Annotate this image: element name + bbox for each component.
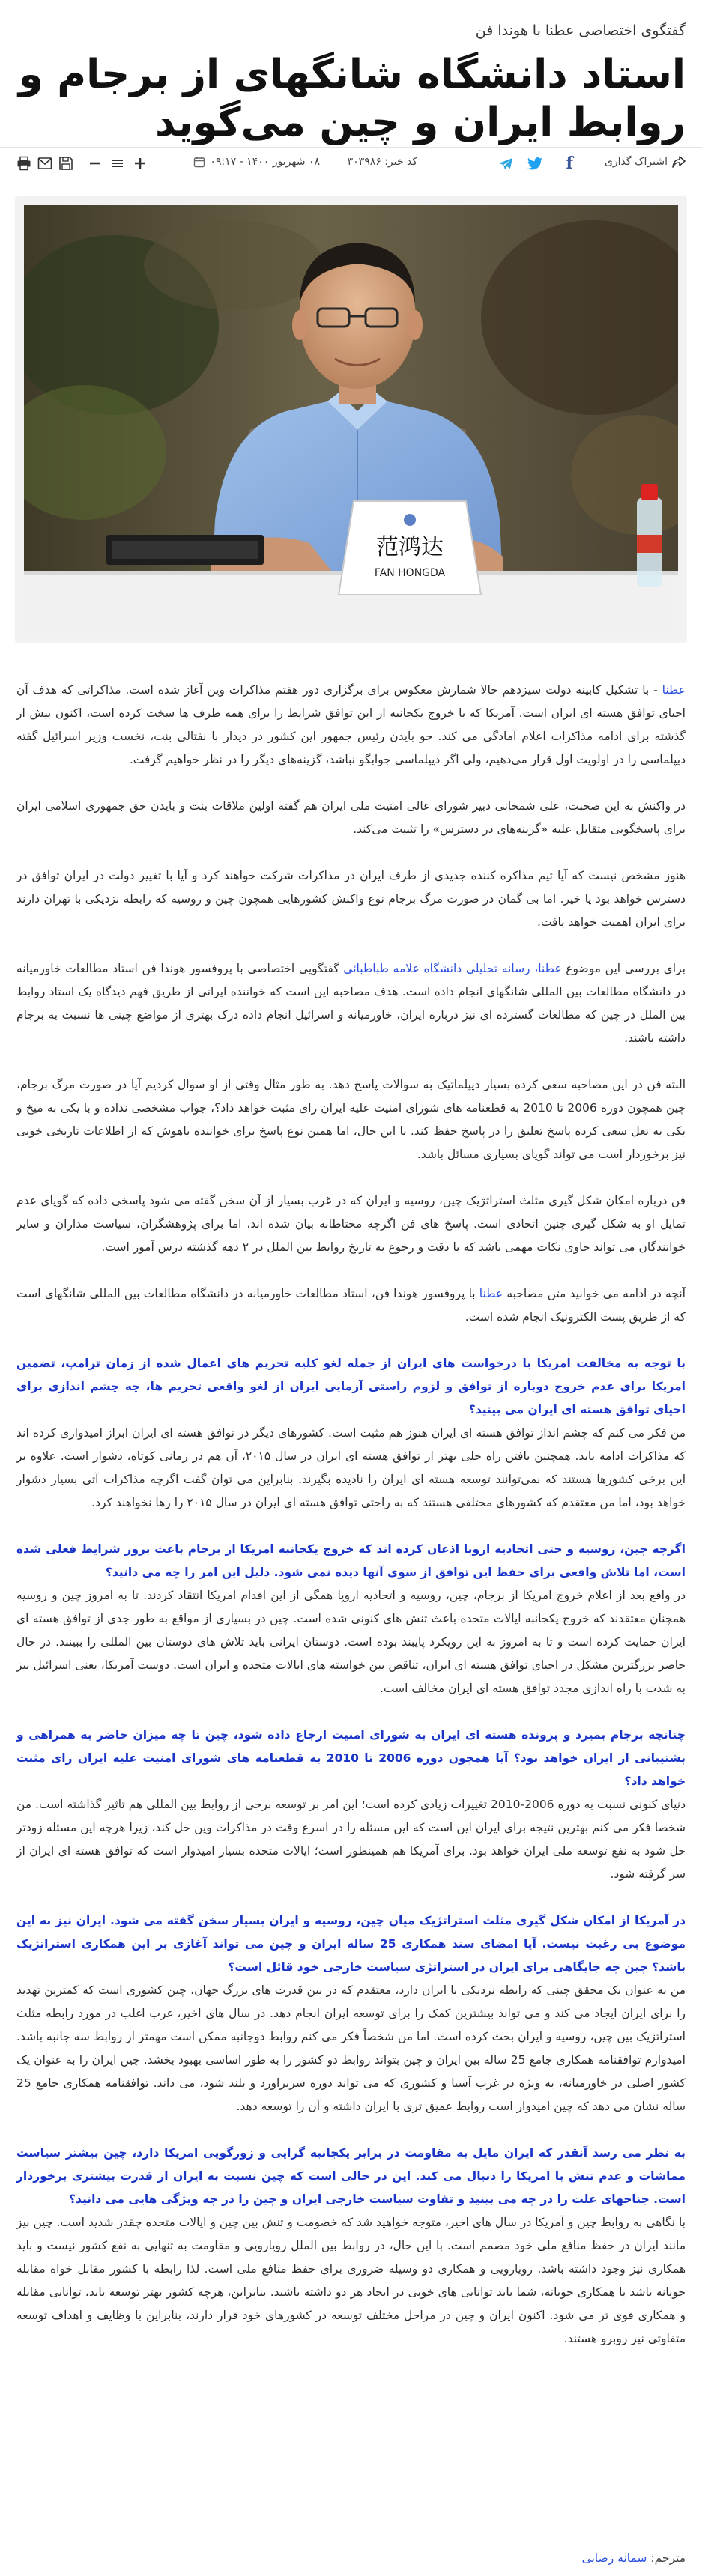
twitter-icon[interactable] bbox=[527, 157, 543, 172]
article-image bbox=[24, 205, 678, 634]
share-button[interactable] bbox=[605, 156, 686, 168]
paragraph: فن درباره امکان شکل گیری مثلث استراتژیک چین، روسیه و ایران که در غرب بسیار از آن سخن گفته می شود پاسخی داده که گویای عدم تمایل او به شکل گیری چنین اتحادی است. پاسخ های فن اگرچه محتاطانه بیان شده اند، اما برای پژوهشگران، سیاست مداران و سایر خوانندگان می تواند حاوی نکات مهمی باشد که با دقت و رجوع به تاریخ روابط بین الملل در ۲ دهه گذشته درس آموز است. bbox=[16, 1194, 686, 1254]
paragraph-lead: عطنا - با تشکیل کابینه دولت سیزدهم حالا شمارش معکوس برای برگزاری دور هفتم مذاکرات وین آغاز شده است. مذاکراتی که هدف آن احیای توافق هسته ای ایران است. آمریکا که با خروج یکجانبه از این توافق شرایط را برای همه طرف ها سخت کرده است، اکنون بیش از گذشته برای ادامه مذاکرات اعلام آمادگی می کند. جو بایدن رئیس جمهور این کشور در دیدار با نفتالی بنت، نخست وزیر اسرائیل گفته دیپلماسی را در اولویت اول قرار می‌دهیم، ولی اگر دیپلماسی جوابگو نباشد، گزینه‌های دیگر را در نظر خواهیم گرفت. bbox=[16, 683, 686, 766]
paragraph: هنوز مشخص نیست که آیا تیم مذاکره کننده جدیدی از طرف ایران در مذاکرات شرکت خواهند کرد و آیا با تغییر دولت در ایران توافق در دسترس خواهد بود یا خیر. اما بی گمان در صورت مرگ برجام نوع واکنش کشورهایی همچون چین و روسیه که رابطه نزدیکی با تهران دارند برای ایران اهمیت خواهد یافت. bbox=[16, 869, 686, 929]
interview-question: چنانچه برجام بمیرد و پرونده هسته ای ایران به شورای امنیت ارجاع داده شود، چین تا چه میزان حاضر به همراهی و پشتیبانی از ایران خواهد بود؟ آیا همچون دوره 2006 تا 2010 به قطعنامه های شورای امنیت علیه ایران رای مثبت خواهد داد؟ bbox=[16, 1728, 686, 1788]
print-icon[interactable] bbox=[16, 156, 31, 171]
telegram-icon[interactable] bbox=[498, 157, 513, 171]
interview-question: در آمریکا از امکان شکل گیری مثلث استراتژیک میان چین، روسیه و ایران بسیار سخن گفته می شود. ایران نیز به این موضوع بی رغبت نیست. آیا امضای سند همکاری 25 ساله ایران و چین می تواند آغازی بر این همکاری استراتژیک باشد؟ چین چه جایگاهی برای ایران در استراتژی سیاست خارجی خود قائل است؟ bbox=[16, 1914, 686, 1974]
share-label: اشتراک گذاری bbox=[604, 156, 668, 168]
interview-answer: من به عنوان یک محقق چینی که رابطه نزدیکی با ایران دارد، معتقدم که در بین قدرت های بزرگ جهان، چین کشوری است که کمترین تهدید را برای ایران ایجاد می کند و می تواند بیشترین کمک را برای توسعه ایران انجام دهد. در سال های اخیر، غرب اغلب در مورد رابطه مثلث استراتژیک بین چین، روسیه و ایران بحث کرده است. اما من شخصاً فکر می کنم روابط دوجانبه ممکن است مهمتر از روابط سه جانبه باشد. امیدوارم توافقنامه همکاری جامع 25 ساله بین ایران و چین بتواند روابط دو کشور را به طور اساسی بهبود بخشد. چین ایران را به عنوان یک کشور اصلی در خاورمیانه، به ویژه در غرب آسیا و کشوری که می تواند دوره سربراورد و بلند شود، می داند. توافقنامه همکاری جامع 25 ساله نشان می دهد که چین امیدوار است روابط عمیق تری با ایران داشته و آن را توسعه دهد. bbox=[16, 1983, 686, 2113]
interview-answer: با نگاهی به روابط چین و آمریکا در سال های اخیر، متوجه خواهید شد که خصومت و تنش بین چین و ایالات متحده چقدر شدید است. چین نیز مانند ایران در حفظ منافع ملی خود مصمم است. با این حال، در روابط بین الملل رویارویی و مقاومت به تنهایی به نفع کشور نیست و باید همکاری نیز وجود داشته باشد. رویارویی و همکاری دو وسیله ضروری برای حفظ منافع ملی است. لذا رابطه با کشور مقابل خواه مقابله جویانه باشد یا همکاری جویانه، شما باید توانایی های خوبی در ایجاد هر دو داشته باشید. بنابراین، هرچه کشور بهتر توسعه یابد، توانایی مقابله و همکاری قوی تر می شود. اکنون ایران و چین در مراحل مختلف توسعه در کشورهای خود قرار دارند، بنابراین با وظایف و اهداف توسعه متفاوتی نیز روبرو هستند. bbox=[16, 2216, 686, 2345]
calendar-icon bbox=[193, 156, 205, 168]
article-toolbar bbox=[0, 147, 702, 181]
interview-question: به نظر می رسد آنقدر که ایران مایل به مقاومت در برابر یکجانبه گرایی و زورگویی امریکا دارد، چین بیشتر سیاست مماشات و عدم تنش با امریکا را دنبال می کند. این در حالی است که چین نسبت به ایران از قدرت بیشتری برخوردار است. جناحهای علت را در چه می بینید و تفاوت سیاست خارجی ایران و چین را در چه ویژگی هایی می دانید؟ bbox=[16, 2146, 686, 2206]
publish-date: ۰۸ شهریور ۱۴۰۰ - ۰۹:۱۷ bbox=[193, 156, 320, 168]
interview-question: با توجه به مخالفت امریکا با درخواست های ایران از جمله لغو کلیه تحریم های اعمال شده از زمان ترامپ، تضمین امریکا برای عدم خروج دوباره از توافق و لزوم راستی آزمایی ایران از لغو واقعی تحریم ها، چه چشم اندازی برای احیای توافق هسته ای ایران می بینید؟ bbox=[16, 1357, 686, 1416]
news-code: کد خبر: ۳۰۳۹۸۶ bbox=[347, 156, 417, 168]
interview-answer: دنیای کنونی نسبت به دوره 2006-2010 تغییرات زیادی کرده است؛ این امر بر توسعه برخی از روابط بین المللی هم تاثیر گذاشته است. من شخصا فکر می کنم بهترین نتیجه برای ایران این است که این مسئله را در اسرع وقت در مذاکرات وین حل کند، زیرا هرچه این مسئله زودتر حل شود به نفع توسعه ملی ایران خواهد بود. برای آمریکا هم همینطور است؛ ایالات متحده بسیار امیدوار است که توافق هسته ای ایران از سر گرفته شود. bbox=[16, 1798, 686, 1881]
article-title: استاد دانشگاه شانگهای از برجام و روابط ایران و چین می‌گوید bbox=[18, 52, 686, 145]
font-increase-icon[interactable] bbox=[133, 157, 147, 170]
email-icon[interactable] bbox=[37, 157, 52, 170]
atna-media-link[interactable]: عطنا، رسانه تحلیلی دانشگاه علامه طباطبائی bbox=[343, 962, 562, 975]
translator-credit: مترجم: سمانه رضایی bbox=[581, 2551, 686, 2565]
translator-name-link[interactable]: سمانه رضایی bbox=[581, 2551, 647, 2565]
save-icon[interactable] bbox=[58, 156, 73, 171]
article-surtitle: گفتگوی اختصاصی عطنا با هوندا فن bbox=[475, 22, 686, 39]
interview-answer: من فکر می کنم که چشم انداز توافق هسته ای ایران هنوز هم مثبت است. کشورهای دیگر در توافق هسته ای ایران ابراز امیدواری کرده اند که مذاکرات ادامه یابد. همچنین یافتن راه حلی بهتر از توافق هسته ای ایران در سال ۲۰۱۵، آن هم در زمانی کوتاه، دشوار است. علاوه بر این برخی کشورها هستند که نمی‌توانند توسعه هسته ای ایران را نادیده بگیرند. بنابراین می توان گفت اگرچه مذاکرات آتی بسیار دشوار خواهد بود، اما من معتقدم که کشورهای مختلفی هستند که به راحتی توافق هسته ای ایران در سال ۲۰۱۵ را رها نخواهند کرد. bbox=[16, 1426, 686, 1509]
article-body bbox=[16, 679, 686, 2351]
atna-link[interactable]: عطنا bbox=[479, 1287, 503, 1300]
paragraph: در واکنش به این صحبت، علی شمخانی دبیر شورای عالی امنیت ملی ایران هم گفته اولین ملاقات بنت و بایدن حق جمهوری اسلامی ایران برای پاسخگویی متقابل علیه «گزینه‌های در دسترس» را تثبیت می‌کند. bbox=[16, 799, 686, 836]
facebook-icon[interactable]: f bbox=[566, 154, 573, 173]
font-reset-icon[interactable] bbox=[111, 157, 124, 170]
name-card-chinese: 范鸿达 bbox=[376, 534, 444, 560]
paragraph: برای بررسی این موضوع عطنا، رسانه تحلیلی دانشگاه علامه طباطبائی گفتگویی اختصاصی با پروفسور هوندا فن استاد مطالعات خاورمیانه در دانشگاه مطالعات بین المللی شانگهای انجام داده است. هدف مصاحبه این است که خواننده ایرانی از طریق فهم دیدگاه یک استاد روابط بین الملل در چین که مطالعات گسترده ای نیز درباره ایران، خاورمیانه و اسرائیل انجام داده درک بهتری از مواضع چینی ها نسبت به برجام داشته باشند. bbox=[16, 962, 686, 1045]
interview-answer: در واقع بعد از اعلام خروج امریکا از برجام، چین، روسیه و اتحادیه اروپا همگی از این اقدام امریکا انتقاد کردند. تا به امروز چین و روسیه همچنان معتقدند که خروج یکجانبه ایالات متحده باعث تنش های کنونی شده است. چین در بسیاری از مواقع به طور جدی از توافق هسته ای ایران حمایت کرده است و تا به امروز به این رویکرد پایبند بوده است. دوستان ایرانی باید تلاش های دوستان بین المللی را ببینند. در حال حاضر بزرگترین مشکل در احیای توافق هسته ای ایران، تناقض بین خواسته های ایالات متحده و ایران است. دوست آمریکا، یعنی اسرائیل نیز به شدت با راه اندازی مجدد توافق هسته ای ایران مخالف است. bbox=[16, 1589, 686, 1695]
paragraph: البته فن در این مصاحبه سعی کرده بسیار دیپلماتیک به سوالات پاسخ دهد. به طور مثال وقتی از او سوال کردیم آیا در صورت مرگ برجام، چین همچون دوره 2006 تا 2010 به قطعنامه های شورای امنیت علیه ایران رای مثبت خواهد داد؟، جواب مشخصی نداده و با یکی به میخ و یکی به نعل سعی کرده پاسخ تعلیق را در پاسخ حفظ کند. با این حال، اما همین نوع پاسخ برای خواننده باهوش که از اطلاعات تاریخی خوبی نیز برخوردار است می تواند گویای بسیاری مسائل باشد. bbox=[16, 1078, 686, 1161]
font-decrease-icon[interactable] bbox=[88, 157, 102, 170]
interview-question: اگرچه چین، روسیه و حتی اتحادیه اروپا اذعان کرده اند که خروج یکجانبه امریکا از برجام باعث بروز شرایط فعلی شده است، اما تلاش واقعی برای حفظ این توافق از سوی آنها دیده نمی شود. دلیل این امر را چه می دانید؟ bbox=[16, 1542, 686, 1579]
portrait-illustration bbox=[24, 205, 678, 634]
share-icon bbox=[672, 156, 686, 168]
atna-link[interactable]: عطنا bbox=[662, 683, 686, 697]
article-image-frame bbox=[15, 196, 687, 643]
name-card-latin: FAN HONGDA bbox=[374, 567, 446, 579]
paragraph: آنچه در ادامه می خوانید متن مصاحبه عطنا با پروفسور هوندا فن، استاد مطالعات خاورمیانه در دانشگاه مطالعات بین المللی شانگهای است که از طریق پست الکترونیک انجام شده است. bbox=[16, 1287, 686, 1324]
